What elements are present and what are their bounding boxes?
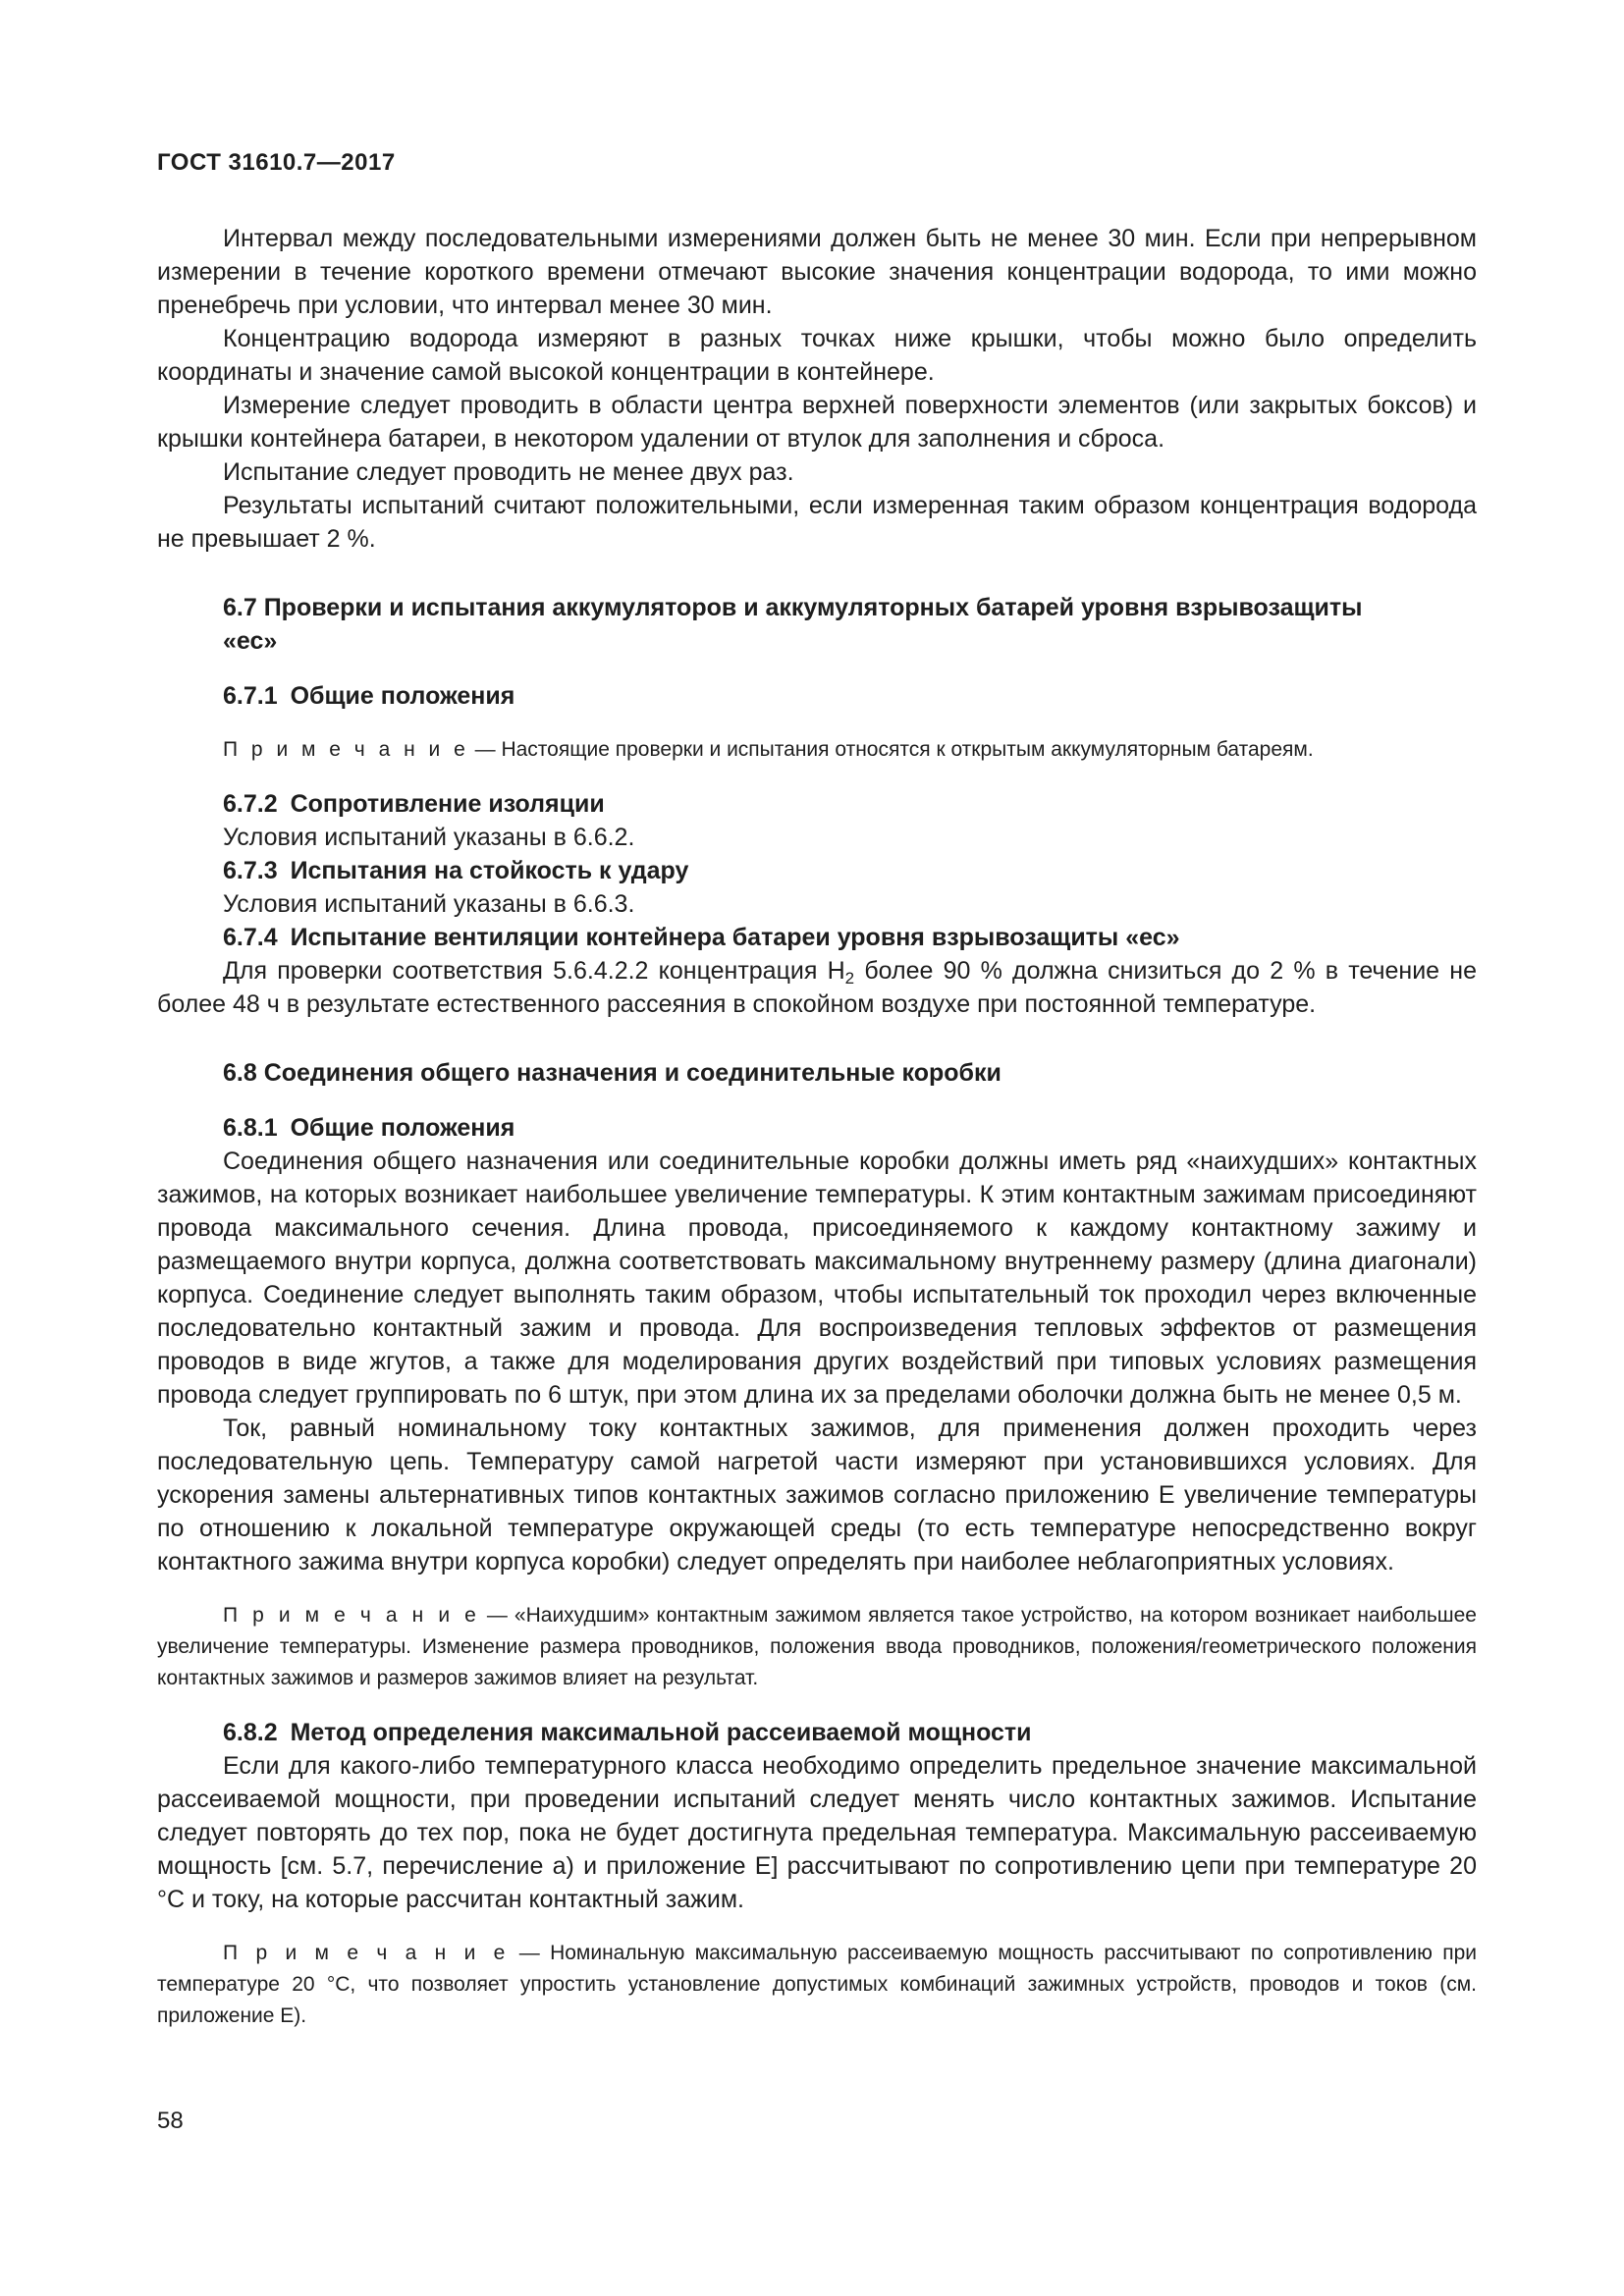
subsection-6-7-4-text: [157, 954, 1477, 1021]
subsection-6-7-2-text: Условия испытаний указаны в 6.6.2.: [223, 824, 635, 851]
page-number: 58: [157, 2108, 184, 2134]
subsection-6-7-1-heading: [223, 679, 1477, 713]
subsection-6-7-3-heading: [223, 854, 1477, 887]
subsection-6-8-2-paragraph: Если для какого-либо температурного класса необходимо определить предельное значение максимальной рассеиваемой мощности, при проведении испытаний следует менять число контактных зажимов. Испытание следует повторять до тех пор, пока не будет достигнута предельная температура. Максимальную рассеиваемую мощность [см. 5.7, перечисление а) и приложение Е] рассчитывают по сопротивлению цепи при температуре 20 °С и току, на которые рассчитан контактный зажим.: [157, 1752, 1477, 1913]
document-id-header: ГОСТ 31610.7—2017: [157, 149, 396, 176]
subsection-title: Метод определения максимальной рассеиваемой мощности: [290, 1719, 1032, 1746]
intro-paragraph-3: Измерение следует проводить в области центра верхней поверхности элементов (или закрытых боксов) и крышки контейнера батареи, в некотором удалении от втулок для заполнения и сброса.: [157, 392, 1477, 453]
subsection-title: Сопротивление изоляции: [290, 790, 605, 818]
intro-paragraph-2: Концентрацию водорода измеряют в разных точках ниже крышки, чтобы можно было определить координаты и значение самой высокой концентрации в контейнере.: [157, 325, 1477, 386]
note-dash: —: [474, 738, 496, 761]
note-text: «Наихудшим» контактным зажимом является такое устройство, на котором возникает наибольшее увеличение температуры. Изменение размера проводников, положения ввода проводников, положения/геометрического положения контактных зажимов и размеров зажимов влияет на результат.: [157, 1604, 1477, 1689]
note-dash: —: [518, 1942, 540, 1964]
intro-paragraph-4: Испытание следует проводить не менее двух раз.: [223, 458, 794, 486]
note-6-8-2: [157, 1938, 1477, 2032]
subsection-title: Испытания на стойкость к удару: [290, 857, 689, 884]
subsection-number: 6.7.1: [223, 682, 278, 710]
subsection-6-7-4-heading: [223, 921, 1477, 954]
text-part-a: Для проверки соответствия 5.6.4.2.2 концентрация H: [223, 957, 845, 985]
note-text: Номинальную максимальную рассеиваемую мощность рассчитывают по сопротивлению при температуре 20 °С, что позволяет упростить установление допустимых комбинаций зажимных устройств, проводов и токов (см. приложение Е).: [157, 1942, 1477, 2027]
subsection-number: 6.8.1: [223, 1114, 278, 1142]
subsection-6-8-1-heading: [223, 1111, 1477, 1145]
subsection-title: Испытание вентиляции контейнера батареи уровня взрывозащиты «ес»: [290, 924, 1180, 951]
note-label: П р и м е ч а н и е: [223, 1942, 510, 1964]
subscript-2: 2: [844, 969, 855, 988]
intro-paragraph-1: Интервал между последовательными измерениями должен быть не менее 30 мин. Если при непрерывном измерении в течение короткого времени отмечают высокие значения концентрации водорода, то ими можно пренебречь при условии, что интервал менее 30 мин.: [157, 225, 1477, 319]
subsection-title: Общие положения: [290, 682, 515, 710]
note-text: Настоящие проверки и испытания относятся к открытым аккумуляторным батареям.: [501, 738, 1314, 761]
subsection-number: 6.8.2: [223, 1719, 278, 1746]
note-dash: —: [486, 1604, 508, 1627]
note-6-8-1: [157, 1600, 1477, 1694]
subsection-title: Общие положения: [290, 1114, 515, 1142]
note-label: П р и м е ч а н и е: [223, 738, 469, 761]
note-label: П р и м е ч а н и е: [223, 1604, 480, 1627]
subsection-6-8-1-paragraph-1: Соединения общего назначения или соединительные коробки должны иметь ряд «наихудших» контактных зажимов, на которых возникает наибольшее увеличение температуры. К этим контактным зажимам присоединяют провода максимального сечения. Длина провода, присоединяемого к каждому контактному зажиму и размещаемого внутри корпуса, должна соответствовать максимальному внутреннему размеру (длина диагонали) корпуса. Соединение следует выполнять таким образом, чтобы испытательный ток проходил через включенные последовательно контактный зажим и провода. Для воспроизведения тепловых эффектов от размещения проводов в виде жгутов, а также для моделирования других воздействий при типовых условиях размещения провода следует группировать по 6 штук, при этом длина их за пределами оболочки должна быть не менее 0,5 м.: [157, 1148, 1477, 1409]
subsection-number: 6.7.2: [223, 790, 278, 818]
intro-paragraph-5: Результаты испытаний считают положительными, если измеренная таким образом концентрация водорода не превышает 2 %.: [157, 492, 1477, 553]
subsection-6-8-2-heading: [223, 1716, 1477, 1749]
subsection-6-8-1-paragraph-2: Ток, равный номинальному току контактных зажимов, для применения должен проходить через последовательную цепь. Температуру самой нагретой части измеряют при установившихся условиях. Для ускорения замены альтернативных типов контактных зажимов согласно приложению Е увеличение температуры по отношению к локальной температуре окружающей среды (то есть температуре непосредственно вокруг контактного зажима внутри корпуса коробки) следует определять при наиболее неблагоприятных условиях.: [157, 1415, 1477, 1575]
note-6-7-1: [157, 734, 1477, 766]
text-part-b: более 90 % должна снизиться до 2 % в течение не более 48 ч в результате естественного рассеяния в спокойном воздухе при постоянной температуре.: [157, 957, 1477, 1018]
section-6-7-heading: 6.7 Проверки и испытания аккумуляторов и аккумуляторных батарей уровня взрывозащиты «ес»: [223, 594, 1363, 655]
page-content: [157, 222, 1477, 2032]
subsection-6-7-3-text: Условия испытаний указаны в 6.6.3.: [223, 890, 635, 918]
subsection-number: 6.7.4: [223, 924, 278, 951]
section-6-8-heading: 6.8 Соединения общего назначения и соединительные коробки: [223, 1059, 1001, 1087]
subsection-number: 6.7.3: [223, 857, 278, 884]
subsection-6-7-2-heading: [223, 787, 1477, 821]
